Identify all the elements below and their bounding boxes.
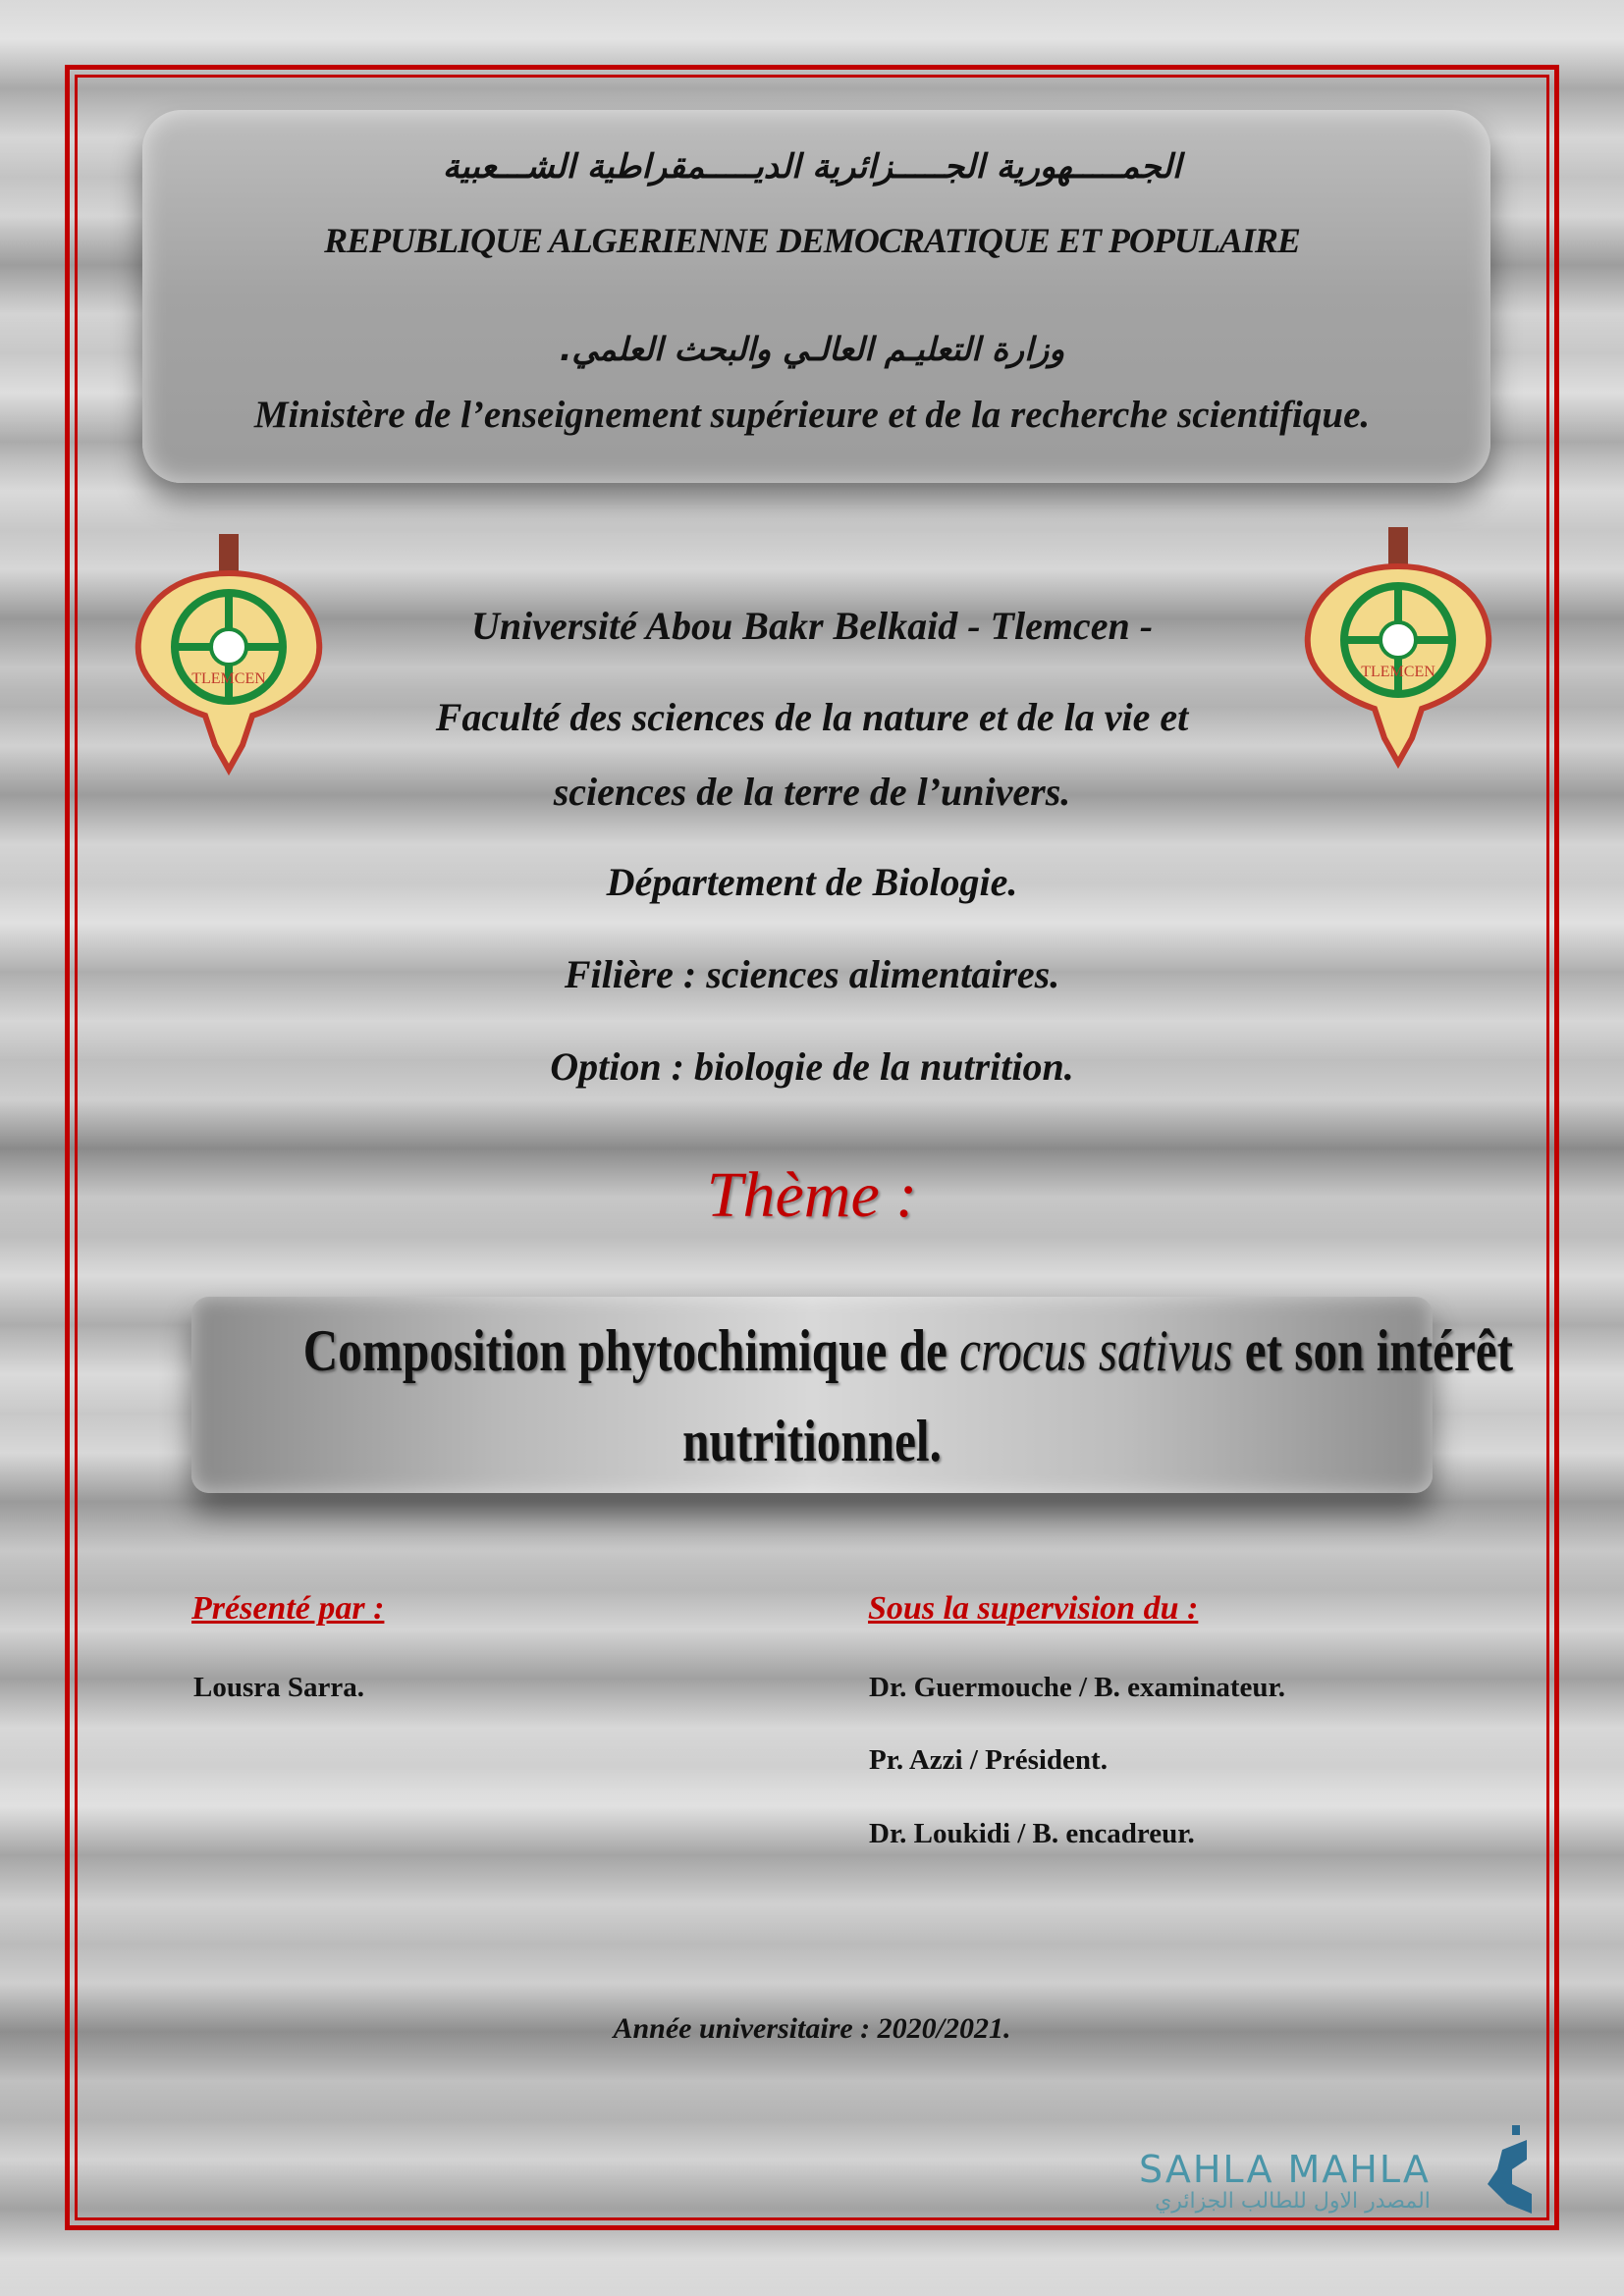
university-name: Université Abou Bakr Belkaid - Tlemcen - bbox=[470, 604, 1154, 648]
option: Option : biologie de la nutrition. bbox=[550, 1044, 1074, 1089]
watermark-tagline: المصدر الاول للطالب الجزائري bbox=[1155, 2189, 1431, 2214]
title-species: crocus sativus bbox=[959, 1318, 1233, 1383]
sahla-mahla-logo-icon bbox=[1483, 2120, 1545, 2218]
thesis-title-line2: nutritionnel. bbox=[682, 1409, 942, 1473]
academic-year: Année universitaire : 2020/2021. bbox=[613, 2012, 1011, 2045]
thesis-title-line1 bbox=[302, 1317, 1514, 1385]
university-logo-right bbox=[1303, 527, 1493, 769]
department: Département de Biologie. bbox=[606, 860, 1018, 904]
republic-title: REPUBLIQUE ALGERIENNE DEMOCRATIQUE ET POPULAIRE bbox=[324, 221, 1300, 260]
jury-member: Dr. Loukidi / B. encadreur. bbox=[869, 1818, 1195, 1849]
watermark-brand: SAHLA MAHLA bbox=[1139, 2148, 1431, 2191]
title-part1: Composition phytochimique de bbox=[302, 1318, 960, 1383]
sahla-mahla-watermark bbox=[1139, 2150, 1431, 2214]
arabic-ministry: وزارة التعليـم العالـي والبحث العلمي. bbox=[559, 330, 1065, 368]
university-logo-left bbox=[135, 534, 323, 775]
ministry-title: Ministère de l’enseignement supérieure et de la recherche scientifique. bbox=[253, 394, 1371, 436]
faculty-line1: Faculté des sciences de la nature et de la vie et bbox=[435, 695, 1189, 739]
filiere: Filière : sciences alimentaires. bbox=[564, 952, 1060, 996]
logo-text: TLEMCEN bbox=[1361, 664, 1435, 680]
supervision-label: Sous la supervision du : bbox=[868, 1590, 1199, 1627]
title-part2: et son intérêt bbox=[1232, 1318, 1514, 1383]
logo-text: TLEMCEN bbox=[191, 670, 266, 687]
theme-label: Thème : bbox=[706, 1159, 918, 1231]
jury-member: Pr. Azzi / Président. bbox=[869, 1744, 1108, 1776]
presented-label: Présenté par : bbox=[191, 1590, 385, 1627]
jury-member: Dr. Guermouche / B. examinateur. bbox=[869, 1672, 1285, 1703]
faculty-line2: sciences de la terre de l’univers. bbox=[553, 770, 1071, 814]
student-name: Lousra Sarra. bbox=[193, 1672, 364, 1703]
arabic-republic: الجمـــــهورية الجـــــزائرية الديـــــمقراطية الشـــعبية bbox=[442, 147, 1182, 187]
